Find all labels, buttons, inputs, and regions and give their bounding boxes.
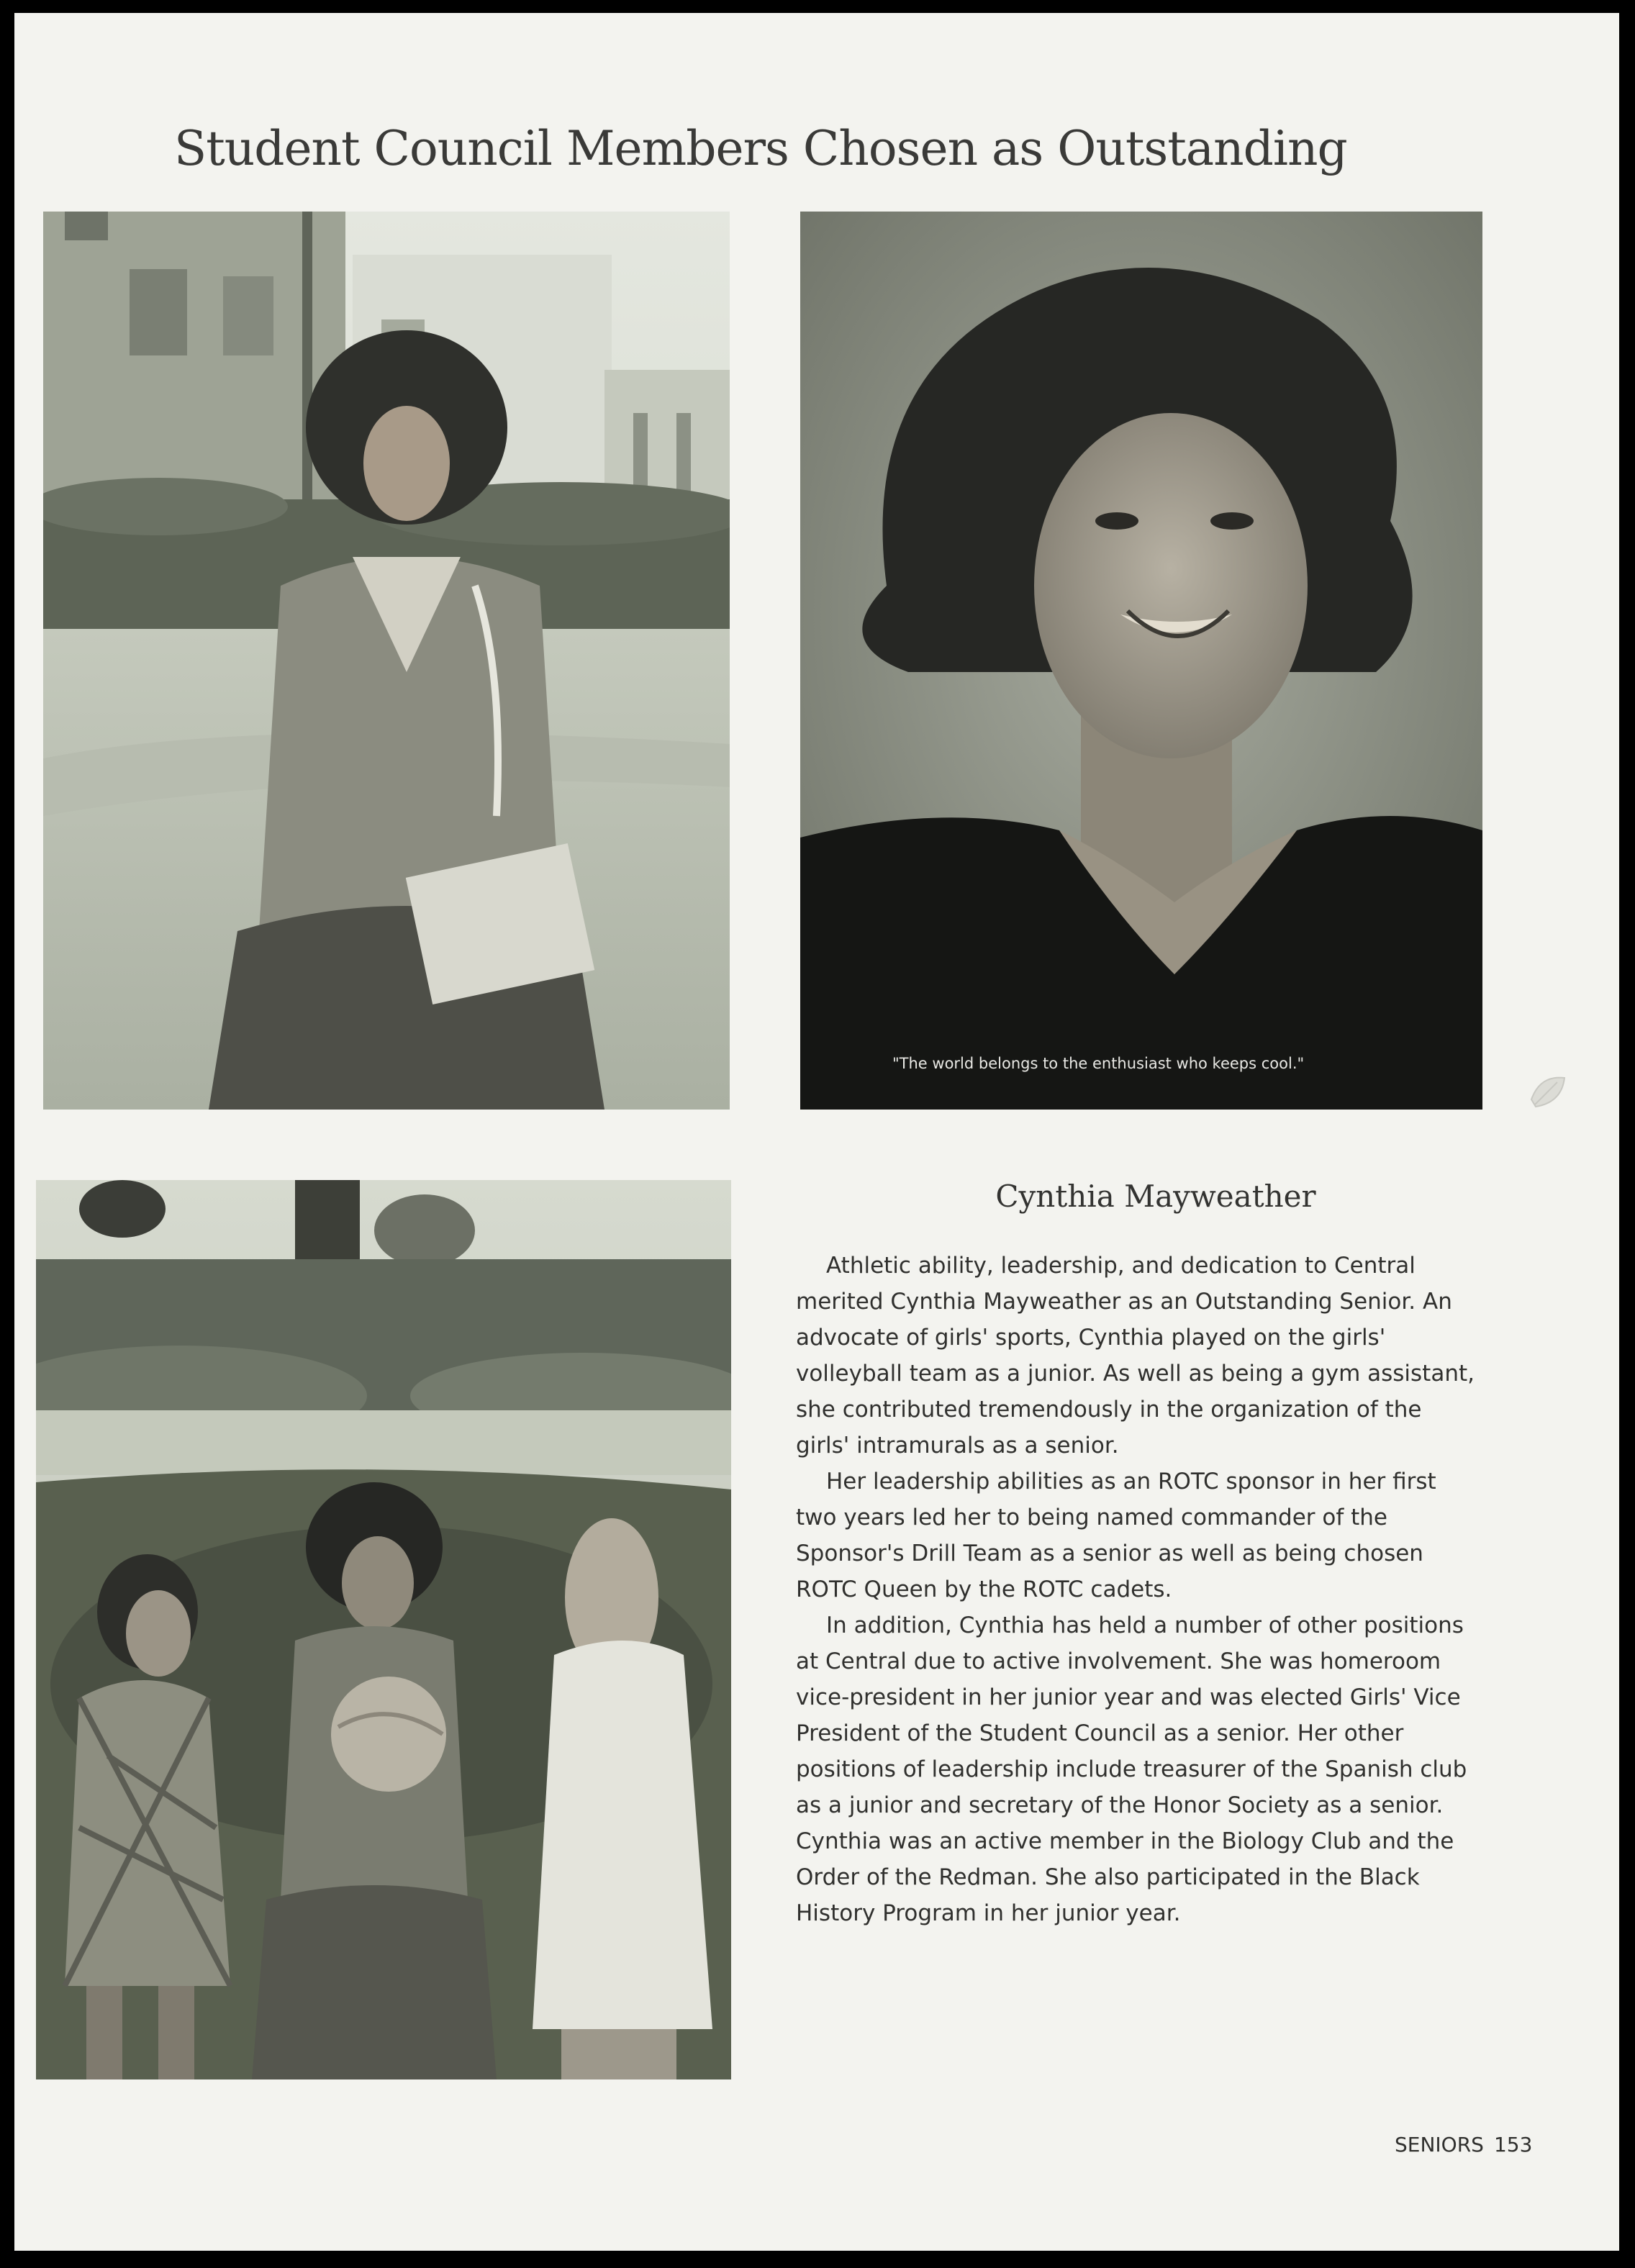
bio-paragraph: Athletic ability, leadership, and dedication to Central merited Cynthia Mayweather as an Outstanding Senior. An advocate of girls' sports, Cynthia played on the girls' volleyball team as a junior. As well as being a gym assistant, she contributed tremendously in the organization of the girls' intramurals as a senior. [796, 1253, 1475, 1459]
photo-portrait-image [800, 212, 1482, 1110]
bio-paragraph: In addition, Cynthia has held a number of other positions at Central due to active involvement. She was homeroom vice-president in her junior year and was elected Girls' Vice President of the Student Council as a senior. Her other positions of leadership include treasurer of the Spanish club as a junior and secretary of the Honor Society as a senior. Cynthia was an active member in the Biology Club and the Order of the Redman. She also participated in the Black History Program in her junior year. [796, 1612, 1467, 1926]
photo-group-image [36, 1180, 731, 2079]
photo-group [36, 1180, 731, 2079]
portrait-caption: "The world belongs to the enthusiast who keeps cool." [892, 1055, 1305, 1072]
photo-walking [43, 212, 730, 1110]
page-headline: Student Council Members Chosen as Outstanding [174, 121, 1347, 176]
page-number: 153 [1493, 2133, 1533, 2156]
section-label: SENIORS [1395, 2133, 1484, 2156]
yearbook-page [14, 13, 1619, 2251]
page-footer [1395, 2133, 1532, 2156]
profile-bio [796, 1248, 1476, 1931]
bio-paragraph: Her leadership abilities as an ROTC sponsor in her first two years led her to being named commander of the Sponsor's Drill Team as a senior as well as being chosen ROTC Queen by the ROTC cadets. [796, 1469, 1436, 1602]
photo-portrait [800, 212, 1482, 1110]
photo-walking-image [43, 212, 730, 1110]
profile-name: Cynthia Mayweather [995, 1179, 1316, 1214]
leaf-icon [1526, 1071, 1569, 1114]
